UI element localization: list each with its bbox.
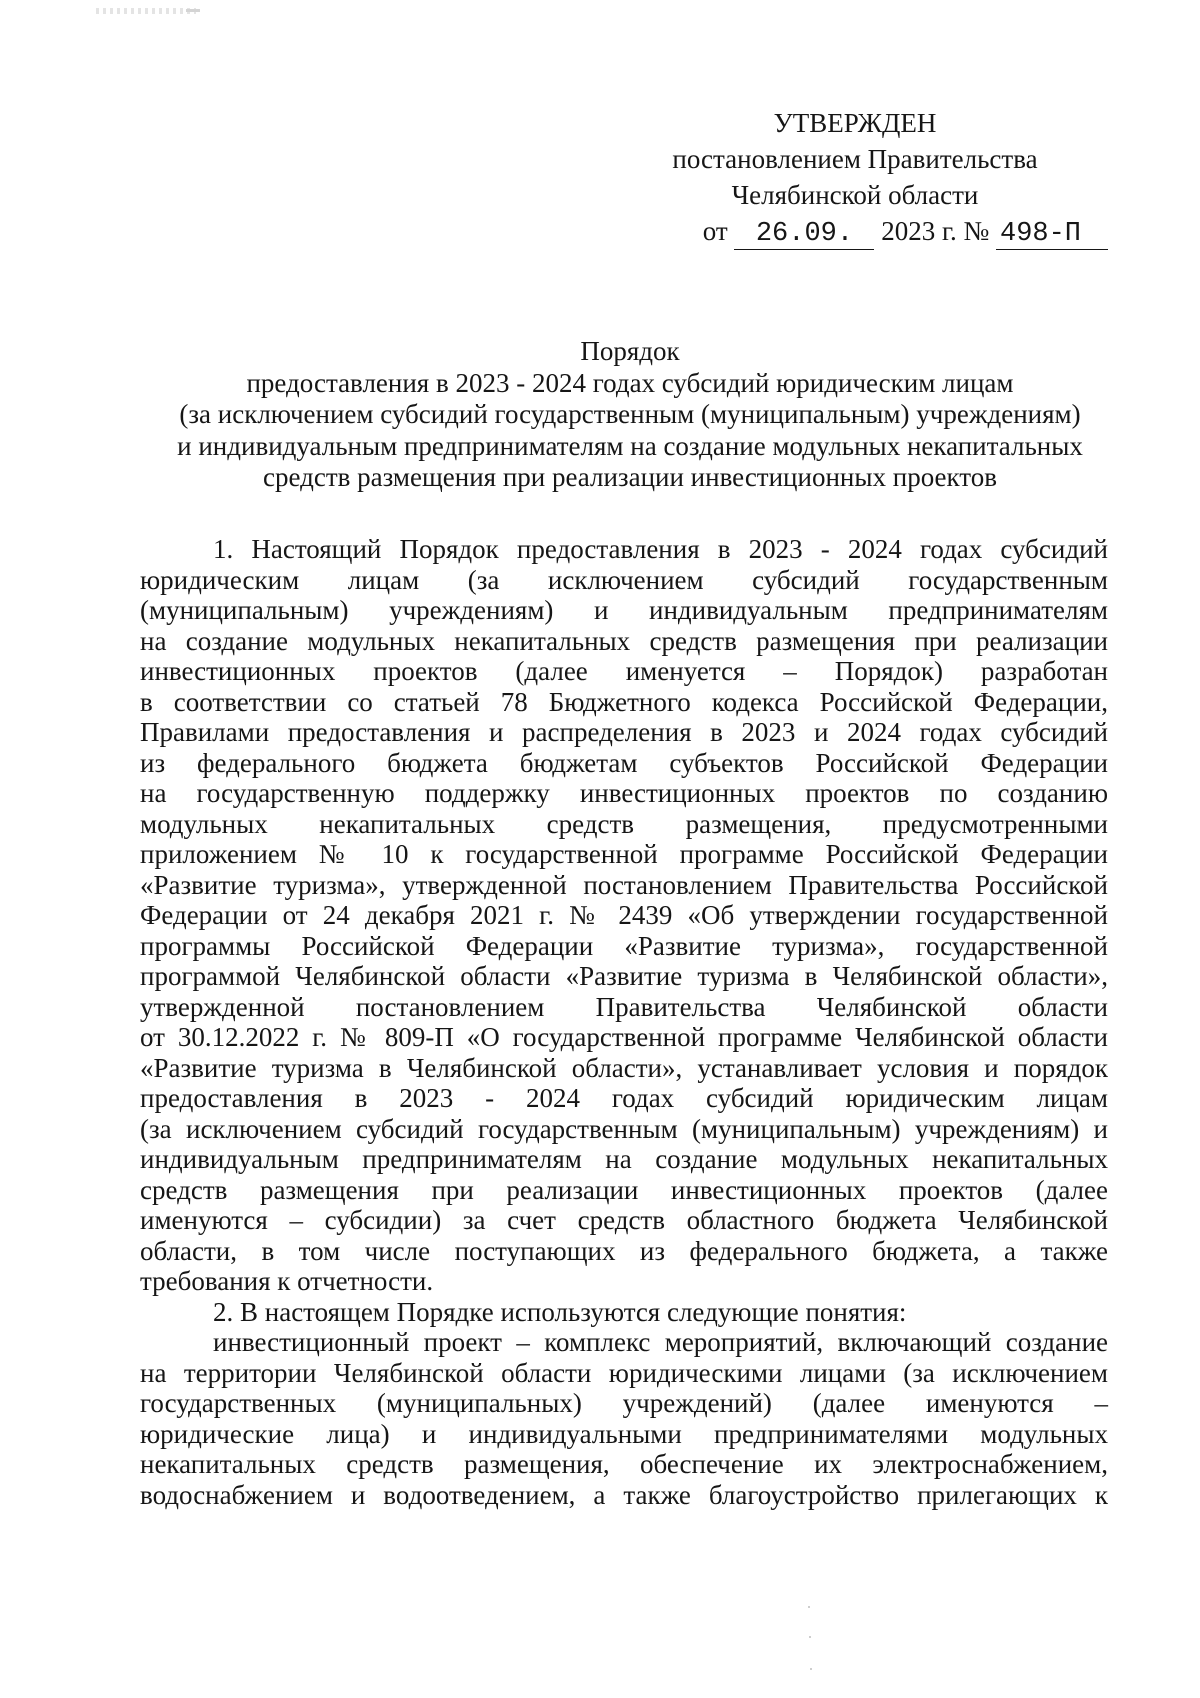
scan-speck — [810, 1668, 812, 1670]
body-line: Федерации от 24 декабря 2021 г. № 2439 «Об утверждении государственной — [140, 900, 1108, 930]
body-line: водоснабжением и водоотведением, а также благоустройство прилегающих к — [140, 1479, 1108, 1510]
body-line: (за исключением субсидий государственным (муниципальным) учреждениям) и — [140, 1113, 1108, 1144]
body-line: «Развитие туризма», утвержденной постановлением Правительства Российской — [140, 869, 1108, 900]
approval-year-label: 2023 г. № — [881, 216, 990, 246]
body-line: индивидуальным предпринимателям на создание модульных некапитальных — [140, 1144, 1108, 1174]
body-line: предоставления в 2023 - 2024 годах субсидий юридическим лицам — [140, 1083, 1108, 1113]
body-line: юридическим лицам (за исключением субсидий государственным — [140, 564, 1108, 595]
body-line: именуются – субсидии) за счет средств областного бюджета Челябинской — [140, 1205, 1108, 1235]
approval-region: Челябинской области — [731, 180, 979, 210]
title-line: предоставления в 2023 - 2024 годах субсидий юридическим лицам — [246, 367, 1014, 398]
body-line: 2. В настоящем Порядке используются следующие понятия: — [213, 1296, 907, 1327]
body-line: требования к отчетности. — [140, 1266, 434, 1296]
body-line: (муниципальным) учреждениям) и индивидуальным предпринимателям — [140, 595, 1108, 625]
approval-date-field: 26.09. — [734, 219, 874, 250]
body-line: программой Челябинской области «Развитие туризма в Челябинской области», — [140, 961, 1108, 991]
body-line: утвержденной постановлением Правительства Челябинской области — [140, 991, 1108, 1022]
body-line: государственных (муниципальных) учреждений) (далее именуются – — [140, 1388, 1108, 1418]
body-line: из федерального бюджета бюджетам субъектов Российской Федерации — [140, 747, 1108, 778]
body-line: на государственную поддержку инвестиционных проектов по созданию — [140, 778, 1108, 808]
document-body — [140, 534, 1108, 1510]
body-line: программы Российской Федерации «Развитие туризма», государственной — [140, 930, 1108, 961]
document-title — [140, 336, 1120, 494]
body-line: на территории Челябинской области юридическими лицами (за исключением — [140, 1357, 1108, 1388]
body-line: некапитальных средств размещения, обеспечение их электроснабжением, — [140, 1449, 1108, 1479]
approval-heading: УТВЕРЖДЕН — [773, 108, 937, 138]
body-line: модульных некапитальных средств размещения, предусмотренными — [140, 808, 1108, 839]
body-line: на создание модульных некапитальных средств размещения при реализации — [140, 625, 1108, 656]
body-line: в соответствии со статьей 78 Бюджетного кодекса Российской Федерации, — [140, 686, 1108, 717]
approval-from-label: от — [702, 216, 728, 246]
title-line: средств размещения при реализации инвестиционных проектов — [263, 462, 997, 492]
scan-speck — [809, 1636, 811, 1638]
scan-speck — [808, 1606, 810, 1608]
title-line: и индивидуальным предпринимателям на создание модульных некапитальных — [177, 430, 1083, 461]
body-line: 1. Настоящий Порядок предоставления в 2023 - 2024 годах субсидий — [213, 534, 1108, 564]
approval-number-field: 498-П — [996, 219, 1108, 250]
body-line: приложением № 10 к государственной программе Российской Федерации — [140, 839, 1108, 869]
body-line: Правилами предоставления и распределения в 2023 и 2024 годах субсидий — [140, 717, 1108, 747]
approval-resolution: постановлением Правительства — [672, 144, 1038, 174]
body-line: области, в том числе поступающих из федерального бюджета, а также — [140, 1235, 1108, 1266]
approval-date-line — [600, 213, 1110, 250]
body-line: юридические лица) и индивидуальными предпринимателями модульных — [140, 1418, 1108, 1449]
title-line: (за исключением субсидий государственным (муниципальным) учреждениям) — [179, 399, 1081, 429]
body-line: от 30.12.2022 г. № 809-П «О государственной программе Челябинской области — [140, 1022, 1108, 1052]
body-line: инвестиционный проект – комплекс мероприятий, включающий создание — [213, 1327, 1108, 1357]
scan-artifact — [96, 8, 196, 14]
title-line: Порядок — [580, 336, 680, 366]
body-line: «Развитие туризма в Челябинской области», устанавливает условия и порядок — [140, 1052, 1108, 1083]
approval-stamp-block — [600, 105, 1110, 250]
body-line: инвестиционных проектов (далее именуется – Порядок) разработан — [140, 656, 1108, 686]
scan-artifact-small — [186, 9, 200, 12]
body-line: средств размещения при реализации инвестиционных проектов (далее — [140, 1174, 1108, 1205]
